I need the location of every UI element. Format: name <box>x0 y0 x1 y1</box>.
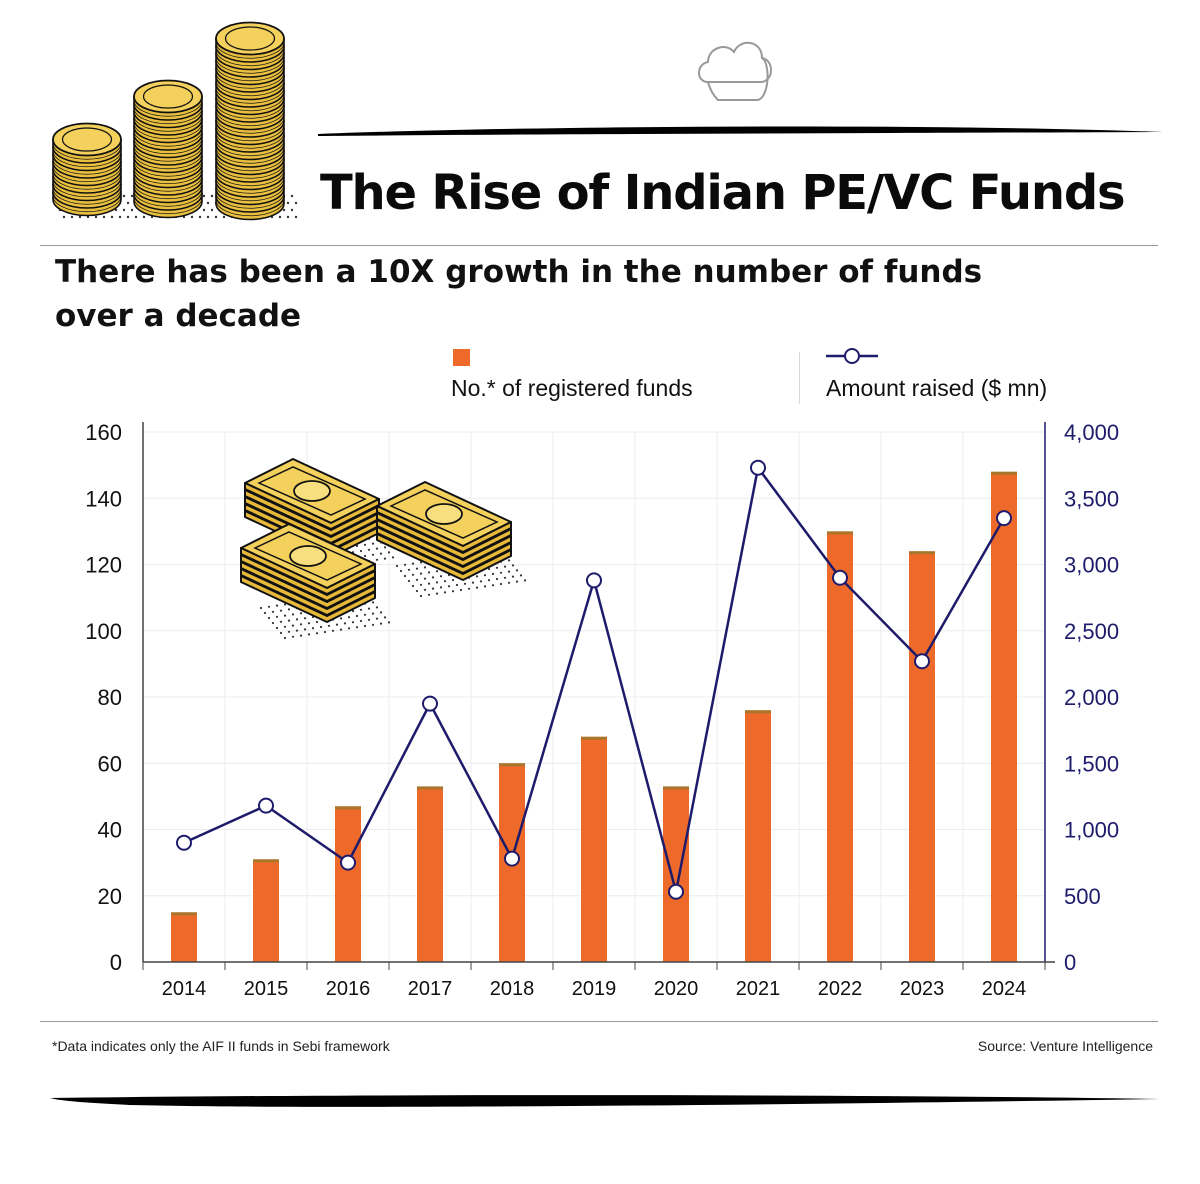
y-left-tick-label: 80 <box>97 685 122 710</box>
y-right-tick-label: 4,000 <box>1064 420 1120 445</box>
legend-divider <box>799 352 800 404</box>
x-tick-label: 2015 <box>243 978 289 1000</box>
line-point-2022 <box>833 571 847 585</box>
page-title: The Rise of Indian PE/VC Funds <box>320 165 1125 221</box>
bar-top-2016 <box>335 806 361 809</box>
x-tick-label: 2018 <box>489 978 535 1000</box>
bar-2015 <box>253 859 279 962</box>
line-point-2015 <box>259 799 273 813</box>
top-brush-divider <box>318 120 1163 142</box>
line-point-2019 <box>587 573 601 587</box>
y-left-tick-label: 100 <box>85 618 122 644</box>
legend-bars-swatch <box>453 349 470 366</box>
bar-2023 <box>909 551 935 962</box>
y-left-tick-label: 120 <box>85 552 122 578</box>
bar-top-2021 <box>745 710 771 713</box>
y-right-tick-label: 2,000 <box>1064 685 1120 710</box>
x-tick-label: 2016 <box>325 978 371 1000</box>
bar-2017 <box>417 786 443 962</box>
x-tick-label: 2022 <box>817 978 863 1000</box>
source-note: Source: Venture Intelligence <box>977 1038 1153 1054</box>
legend-bars-label: No.* of registered funds <box>451 375 693 401</box>
footnote: *Data indicates only the AIF II funds in Sebi framework <box>52 1038 390 1054</box>
bar-top-2020 <box>663 786 689 789</box>
x-tick-label: 2014 <box>161 978 207 1000</box>
line-point-2023 <box>915 654 929 668</box>
bar-top-2017 <box>417 786 443 789</box>
bar-2014 <box>171 912 197 962</box>
bar-top-2018 <box>499 763 525 766</box>
y-left-tick-label: 160 <box>85 420 122 445</box>
bar-top-2022 <box>827 531 853 534</box>
bar-top-2014 <box>171 912 197 915</box>
x-tick-label: 2019 <box>571 978 617 1000</box>
y-left-tick-label: 40 <box>97 817 122 843</box>
footer-rule <box>40 1021 1158 1022</box>
bar-2019 <box>581 737 607 962</box>
bar-2022 <box>827 531 853 962</box>
line-point-2017 <box>423 697 437 711</box>
bar-top-2019 <box>581 737 607 740</box>
y-left-tick-label: 60 <box>97 751 122 777</box>
y-right-tick-label: 500 <box>1064 883 1101 909</box>
subtitle: There has been a 10X growth in the number of funds over a decade <box>55 254 983 334</box>
y-right-tick-label: 3,500 <box>1064 486 1120 512</box>
bottom-brush-divider <box>50 1090 1160 1114</box>
chart <box>0 410 1200 1010</box>
y-right-tick-label: 3,000 <box>1064 552 1120 578</box>
bar-top-2023 <box>909 551 935 554</box>
bar-2016 <box>335 806 361 962</box>
coin-stack-icon <box>40 10 310 235</box>
y-right-tick-label: 2,500 <box>1064 618 1120 644</box>
x-tick-label: 2024 <box>981 978 1027 1000</box>
bar-2020 <box>663 786 689 962</box>
line-point-2024 <box>997 511 1011 525</box>
y-right-tick-label: 0 <box>1064 950 1077 975</box>
y-left-tick-label: 0 <box>109 950 122 975</box>
line-point-2014 <box>177 836 191 850</box>
legend-line-label: Amount raised ($ mn) <box>826 375 1048 401</box>
y-left-tick-label: 20 <box>97 883 122 909</box>
line-point-2018 <box>505 852 519 866</box>
bar-top-2015 <box>253 859 279 862</box>
y-right-tick-label: 1,000 <box>1064 817 1120 843</box>
cloud-icon <box>690 30 780 110</box>
bar-top-2024 <box>991 472 1017 475</box>
bar-2021 <box>745 710 771 962</box>
line-point-2021 <box>751 461 765 475</box>
cash-stack-icon <box>241 459 526 639</box>
bar-2024 <box>991 472 1017 962</box>
line-point-2020 <box>669 885 683 899</box>
title-rule <box>40 245 1158 246</box>
x-tick-label: 2017 <box>407 978 453 1000</box>
legend-line-marker <box>826 344 878 368</box>
y-right-tick-label: 1,500 <box>1064 751 1120 777</box>
x-tick-label: 2023 <box>899 978 945 1000</box>
line-point-2016 <box>341 856 355 870</box>
y-left-tick-label: 140 <box>85 486 122 512</box>
x-tick-label: 2020 <box>653 978 699 1000</box>
x-tick-label: 2021 <box>735 978 781 1000</box>
